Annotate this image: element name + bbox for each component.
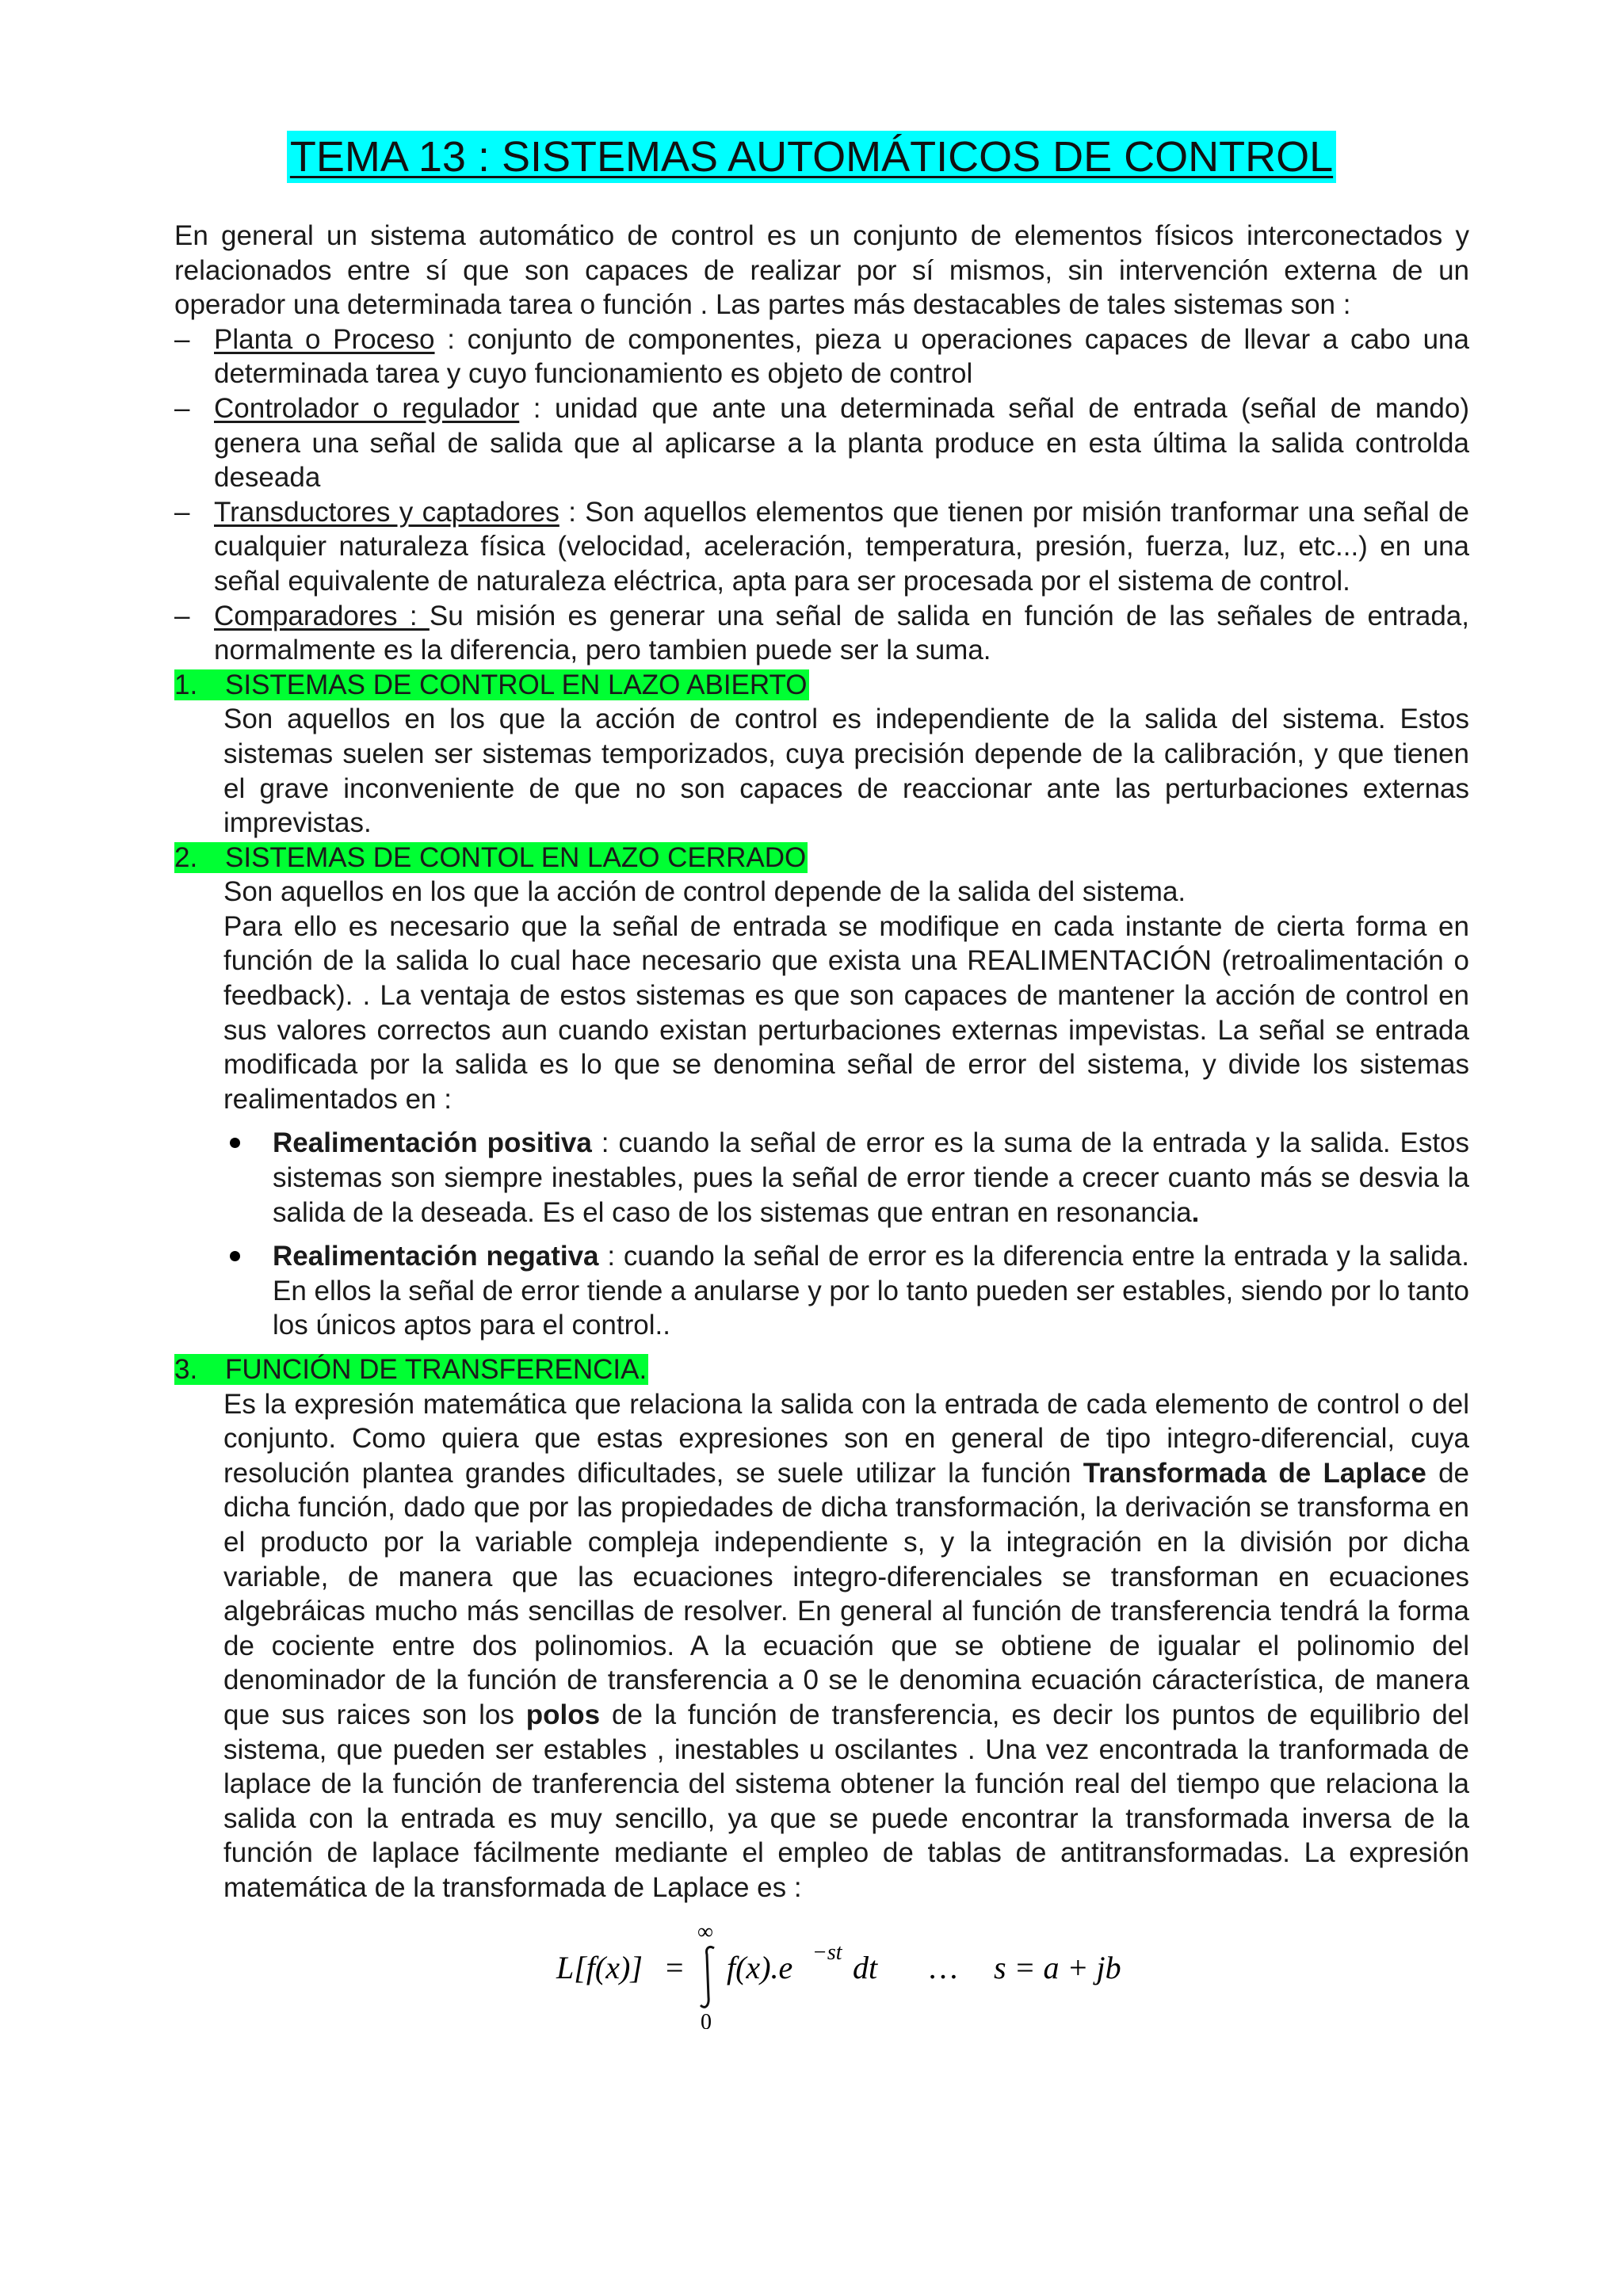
- part-text: : unidad que ante una determinada señal de entrada (señal de mando) genera una señal de salida que al aplicarse a la planta produce en esta última la salida controlda deseada: [214, 392, 1470, 494]
- integral-sign: [701, 1947, 714, 2007]
- list-item: [223, 1126, 1469, 1230]
- part-text: Su misión es generar una señal de salida en función de las señales de entrada, normalmente es la diferencia, pero tambien puede ser la suma.: [214, 600, 1469, 666]
- list-item: [223, 1239, 1469, 1343]
- bullet-text: : cuando la señal de error es la suma de la entrada y la salida. Estos sistemas son siempre inestables, pues la señal de error tiende a crecer cuanto más se desvia la salida de la deseada. Es el caso de los sistemas que entran en resonancia: [273, 1127, 1470, 1228]
- dash-marker: –: [174, 600, 190, 631]
- dash-marker: –: [174, 392, 190, 424]
- bullet-dot: [230, 1251, 240, 1261]
- formula-ellipsis: …: [927, 1949, 959, 1985]
- list-item: [174, 599, 1469, 668]
- section-body-1: Son aquellos en los que la acción de control es independiente de la salida del sistema. Estos sistemas suelen ser sistemas temporizados, cuya precisión depende de la calibración, y que tienen el grave inconveniente de que no son capaces de reaccionar ante las perturbaciones externas imprevistas.: [223, 704, 1469, 839]
- part-term: Planta o Proceso: [214, 323, 435, 355]
- body-text: de dicha función, dado que por las propiedades de dicha transformación, la derivación se transforma en el producto por la variable compleja independiente s, y la integración en la división por dicha variable, de manera que las ecuaciones integro-diferenciales se transforman en ecuaciones algebráicas mucho más sencillas de resolver. En general al función de transferencia tendrá la forma de cociente entre dos polinomios. A la ecuación que se obtiene de igualar el polinomio del denominador de la función de transferencia a 0 se le denomina ecuación cáracterística, de manera que sus raices son los: [223, 1457, 1469, 1730]
- section-heading-highlight: [174, 842, 808, 873]
- bold-term-laplace: Transformada de Laplace: [1083, 1457, 1426, 1489]
- formula-lhs: L[f(x)]: [556, 1949, 643, 1985]
- page-title: TEMA 13 : SISTEMAS AUTOMÁTICOS DE CONTROL: [287, 131, 1336, 183]
- section-heading-highlight: [174, 1354, 648, 1385]
- formula-equals: =: [666, 1949, 684, 1985]
- section-body-2b: Para ello es necesario que la señal de entrada se modifique en cada instante de cierta forma en función de la salida lo cual hace necesario que exista una REALIMENTACIÓN (retroalimentación o feedback). . La ventaja de estos sistemas es que son capaces de mantener la acción de control en sus valores correctos aun cuando existan perturbaciones externas impevistas. La señal se entrada modificada por la salida es lo que se denomina señal de error del sistema, y divide los sistemas realimentados en :: [223, 910, 1469, 1115]
- section-heading-1: [174, 668, 1469, 703]
- bullet-end: .: [1191, 1196, 1200, 1228]
- title-wrap: [0, 131, 1623, 183]
- part-text: : Son aquellos elementos que tienen por misión tranformar una señal de cualquier naturaleza física (velocidad, aceleración, temperatura, presión, fuerza, luz, etc...) en una señal equivalente de naturaleza eléctrica, apta para ser procesada por el sistema de control.: [214, 496, 1470, 597]
- body-text: Es la expresión matemática que relaciona la salida con la entrada de cada elemento de control o del conjunto. Como quiera que estas expresiones son en general de tipo integro-diferencial, cuya resolución plantea grandes dificultades, se suele utilizar la función: [223, 1388, 1469, 1489]
- dash-marker: –: [174, 496, 190, 528]
- section-number: 1.: [174, 669, 198, 700]
- list-item: [174, 495, 1469, 599]
- bullet-text: : cuando la señal de error es la diferencia entre la entrada y la salida. En ellos la señal de error tiende a anularse y por lo tanto pueden ser estables, siendo por lo tanto los únicos aptos para el control..: [273, 1241, 1469, 1341]
- formula-svg: [174, 1910, 1469, 2029]
- section-body-2a: Son aquellos en los que la acción de control depende de la salida del sistema.: [223, 876, 1186, 908]
- section-number: 3.: [174, 1354, 198, 1385]
- integral-upper-limit: ∞: [697, 1919, 713, 1944]
- bold-term-polos: polos: [525, 1699, 601, 1730]
- feedback-bullets: [174, 1126, 1469, 1343]
- formula-dt: dt: [853, 1949, 878, 1985]
- formula-rhs: s = a + jb: [994, 1949, 1121, 1985]
- part-term: Comparadores :: [214, 600, 430, 631]
- section-heading-2: [174, 841, 1469, 875]
- parts-list: [174, 322, 1469, 668]
- bullet-dot: [230, 1138, 240, 1148]
- integral-lower-limit: 0: [701, 2009, 712, 2029]
- part-text: : conjunto de componentes, pieza u operaciones capaces de llevar a cabo una determinada tarea y cuyo funcionamiento es objeto de control: [214, 323, 1469, 390]
- section-number: 2.: [174, 841, 198, 873]
- dash-marker: –: [174, 323, 190, 355]
- list-item: [174, 322, 1469, 391]
- part-term: Controlador o regulador: [214, 392, 520, 424]
- section-title: SISTEMAS DE CONTROL EN LAZO ABIERTO: [225, 669, 808, 700]
- section-heading-highlight: [174, 669, 809, 700]
- formula-integrand: f(x).e: [727, 1949, 793, 1985]
- section-body-3: [174, 1387, 1469, 1905]
- bullet-term: Realimentación positiva: [273, 1127, 592, 1159]
- section-title: SISTEMAS DE CONTOL EN LAZO CERRADO: [225, 841, 807, 873]
- part-term: Transductores y captadores: [214, 496, 559, 528]
- list-item: [174, 391, 1469, 495]
- section-title: FUNCIÓN DE TRANSFERENCIA.: [225, 1354, 647, 1385]
- laplace-formula: [174, 1910, 1469, 2029]
- bullet-term: Realimentación negativa: [273, 1241, 599, 1272]
- section-heading-3: [174, 1352, 1469, 1387]
- document-body: [174, 219, 1469, 2029]
- intro-paragraph: En general un sistema automático de control es un conjunto de elementos físicos interconectados y relacionados entre sí que son capaces de realizar por sí mismos, sin intervención externa de un operador una determinada tarea o función . Las partes más destacables de tales sistemas son :: [174, 220, 1469, 321]
- body-text: de la función de transferencia, es decir los puntos de equilibrio del sistema, que pueden ser estables , inestables u oscilantes . Una vez encontrada la tranformada de laplace de la función de tranferencia del sistema obtener la función real del tiempo que relaciona la salida con la entrada es muy sencillo, ya que se puede encontrar la transformada inversa de la función de laplace fácilmente mediante el empleo de tablas de antitransformadas. La expresión matemática de la transformada de Laplace es :: [223, 1699, 1469, 1903]
- formula-exponent: −st: [812, 1939, 842, 1965]
